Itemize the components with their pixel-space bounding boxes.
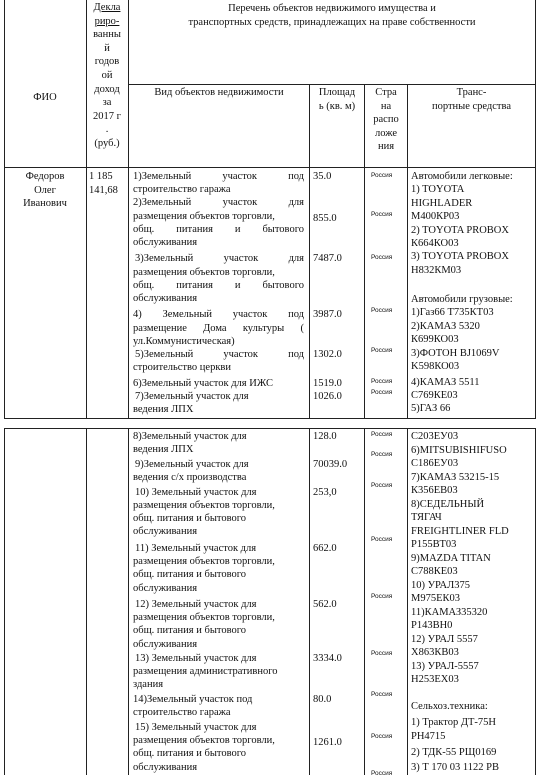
column-divider bbox=[407, 84, 408, 418]
area-value: 128.0 bbox=[313, 431, 337, 442]
header-divider bbox=[4, 167, 536, 168]
realty-item-line: 14)Земельный участок под bbox=[133, 694, 253, 705]
realty-item-line: 2)Земельный участок для bbox=[133, 197, 304, 209]
realty-item-line: обслуживания bbox=[133, 761, 198, 773]
realty-item-line: строительство гаража bbox=[133, 707, 231, 719]
realty-item-line: размещение Дома культуры ( bbox=[133, 322, 304, 334]
column-divider bbox=[309, 428, 310, 775]
area-value: 70039.0 bbox=[313, 458, 348, 470]
realty-item-line: 13) Земельный участок для bbox=[135, 653, 257, 664]
header-country: распо bbox=[373, 114, 399, 126]
transport-line: K598КО03 bbox=[411, 361, 460, 372]
transport-line: 2)КАМАЗ 5320 bbox=[411, 320, 480, 332]
transport-line: К664КО03 bbox=[411, 238, 459, 249]
realty-item-line: 8)Земельный участок для bbox=[133, 431, 247, 442]
transport-line: 4)КАМАЗ 5511 bbox=[411, 376, 480, 388]
column-divider bbox=[407, 428, 408, 775]
transport-line: 2) ТДК-55 РЩ0169 bbox=[411, 746, 497, 758]
header-income-line: . bbox=[105, 124, 109, 136]
realty-item-line: обслуживания bbox=[133, 237, 198, 248]
country-value: Россия bbox=[371, 172, 393, 179]
header-income-line: доход bbox=[94, 83, 120, 95]
country-value: Россия bbox=[371, 650, 393, 657]
column-divider bbox=[128, 428, 129, 775]
country-value: Россия bbox=[371, 770, 393, 777]
country-value: Россия bbox=[371, 254, 393, 261]
country-value: Россия bbox=[371, 389, 393, 396]
header-income-line: Декла bbox=[93, 2, 121, 13]
area-value: 3987.0 bbox=[313, 309, 342, 321]
transport-line: Автомобили легковые: bbox=[411, 171, 513, 182]
transport-line: Р155ВТ03 bbox=[411, 539, 457, 550]
realty-item-line: 1)Земельный участок под bbox=[133, 171, 304, 182]
country-value: Россия bbox=[371, 347, 393, 354]
person-income: 1 185 bbox=[89, 171, 113, 182]
transport-line: 8)СЕДЕЛЬНЫЙ bbox=[411, 498, 485, 510]
column-divider bbox=[86, 428, 87, 775]
table-border-right bbox=[535, 0, 536, 418]
transport-line: Сельхоз.техника: bbox=[411, 701, 488, 712]
realty-item-line: обслуживания bbox=[133, 638, 198, 650]
area-value: 80.0 bbox=[313, 694, 332, 705]
area-value: 1302.0 bbox=[313, 349, 342, 360]
transport-line: К356ЕВ03 bbox=[411, 485, 458, 496]
header-realty-type: Вид объектов недвижимости bbox=[154, 87, 284, 98]
country-value: Россия bbox=[371, 378, 393, 385]
transport-line: 1) TOYOTA bbox=[411, 184, 465, 196]
area-value: 662.0 bbox=[313, 543, 337, 554]
header-country: на bbox=[380, 100, 392, 112]
transport-line: HIGHLADER bbox=[411, 197, 473, 209]
realty-item-line: общ. питания и бытового bbox=[133, 748, 247, 760]
transport-line: С788КЕ03 bbox=[411, 566, 458, 577]
transport-line: Р143ВН0 bbox=[411, 620, 453, 631]
area-value: 3334.0 bbox=[313, 653, 342, 664]
transport-line: 2) TOYOTA PROBOX bbox=[411, 224, 509, 236]
transport-line: ТЯГАЧ bbox=[411, 512, 442, 523]
transport-line: К699КО03 bbox=[411, 334, 459, 346]
realty-item-line: общ. питания и бытового bbox=[133, 512, 247, 524]
person-name: Олег bbox=[34, 184, 56, 196]
realty-item-line: общ. питания и бытового bbox=[133, 625, 247, 637]
transport-line: Н253ЕХ03 bbox=[411, 674, 459, 685]
realty-item-line: ведения ЛПХ bbox=[133, 404, 194, 416]
table-border-left bbox=[4, 428, 5, 775]
person-income: 141,68 bbox=[89, 184, 118, 196]
transport-line: М975ЕК03 bbox=[411, 593, 461, 604]
realty-item-line: размещения объектов торговли, bbox=[133, 556, 275, 568]
realty-item-line: 9)Земельный участок для bbox=[135, 458, 249, 470]
transport-line: 3)ФОТОН BJ1069V bbox=[411, 347, 500, 359]
country-value: Россия bbox=[371, 536, 393, 543]
transport-line: Х863КВ03 bbox=[411, 647, 459, 658]
transport-line: 1) Трактор ДТ-75Н bbox=[411, 716, 496, 728]
transport-line: Н832КМ03 bbox=[411, 264, 462, 276]
country-value: Россия bbox=[371, 691, 393, 698]
transport-line: С186ЕУ03 bbox=[411, 458, 459, 469]
column-divider bbox=[309, 84, 310, 418]
area-value: 7487.0 bbox=[313, 253, 342, 265]
country-value: Россия bbox=[371, 451, 393, 458]
realty-item-line: обслуживания bbox=[133, 526, 198, 538]
country-value: Россия bbox=[371, 211, 393, 218]
country-value: Россия bbox=[371, 431, 393, 438]
transport-line: 12) УРАЛ 5557 bbox=[411, 633, 478, 645]
transport-line: M400КР03 bbox=[411, 211, 460, 223]
header-income-line: 2017 г bbox=[93, 110, 121, 122]
transport-line: 7)КАМАЗ 53215-15 bbox=[411, 471, 500, 483]
realty-item-line: 12) Земельный участок для bbox=[135, 599, 257, 610]
table-border-top bbox=[4, 428, 536, 429]
transport-line: С203ЕУ03 bbox=[411, 431, 459, 442]
transport-line: 11)КАМАЗ35320 bbox=[411, 606, 488, 618]
person-name: Федоров bbox=[25, 171, 65, 182]
realty-item-line: общ. питания и бытового bbox=[133, 279, 304, 291]
header-divider bbox=[128, 84, 536, 85]
header-country: ложе bbox=[374, 127, 397, 139]
table-border-right bbox=[535, 428, 536, 775]
realty-item-line: размещения объектов торговли, bbox=[133, 210, 275, 222]
realty-item-line: размещения объектов торговли, bbox=[133, 612, 275, 624]
transport-line: 6)MITSUBISHIFUSO bbox=[411, 444, 507, 456]
country-value: Россия bbox=[371, 593, 393, 600]
transport-line: 13) УРАЛ-5557 bbox=[411, 660, 479, 672]
realty-item-line: ведения ЛПХ bbox=[133, 444, 194, 456]
transport-line: РН4715 bbox=[411, 731, 446, 742]
column-divider bbox=[364, 428, 365, 775]
transport-line: С769КЕ03 bbox=[411, 389, 458, 401]
header-fio: ФИО bbox=[33, 92, 57, 103]
header-income-line: (руб.) bbox=[94, 138, 120, 149]
realty-item-line: 10) Земельный участок для bbox=[135, 486, 257, 498]
transport-line: 5)ГАЗ 66 bbox=[411, 403, 451, 415]
header-country: Стра bbox=[375, 87, 397, 98]
realty-item-line: здания bbox=[133, 679, 164, 691]
transport-line: FREIGHTLINER FLD bbox=[411, 525, 509, 537]
area-value: 253,0 bbox=[313, 486, 337, 498]
area-value: 855.0 bbox=[313, 213, 337, 224]
realty-item-line: размещения административного bbox=[133, 666, 278, 678]
header-area: ь (кв. м) bbox=[318, 100, 356, 112]
header-income-line: годов bbox=[94, 56, 120, 68]
header-property-title: Перечень объектов недвижимого имущества и bbox=[228, 3, 436, 14]
country-value: Россия bbox=[371, 482, 393, 489]
realty-item-line: 6)Земельный участок для ИЖС bbox=[133, 377, 273, 389]
realty-item-line: обслуживания bbox=[133, 582, 198, 594]
header-property-title: транспортных средств, принадлежащих на праве собственности bbox=[188, 16, 476, 28]
header-income-line: й bbox=[104, 42, 110, 54]
area-value: 1026.0 bbox=[313, 391, 342, 402]
transport-line: 9)MAZDA TITAN bbox=[411, 552, 491, 564]
column-divider bbox=[128, 0, 129, 418]
realty-item-line: размещения объектов торговли, bbox=[133, 266, 275, 278]
header-income-line: ванны bbox=[93, 29, 121, 41]
table-border-bottom bbox=[4, 418, 536, 419]
transport-line: 1)Газ66 Т735КТ03 bbox=[411, 307, 494, 319]
realty-item-line: 4) Земельный участок под bbox=[133, 309, 304, 321]
realty-item-line: 15) Земельный участок для bbox=[135, 722, 257, 733]
header-area: Площад bbox=[318, 87, 356, 98]
realty-item-line: ул.Коммунистическая) bbox=[133, 335, 235, 347]
realty-item-line: обслуживания bbox=[133, 293, 198, 304]
country-value: Россия bbox=[371, 307, 393, 314]
realty-item-line: 7)Земельный участок для bbox=[135, 391, 249, 402]
realty-item-line: ведения с/х производства bbox=[133, 471, 247, 483]
header-income-line: за bbox=[102, 97, 112, 109]
header-income-line: риро- bbox=[94, 15, 120, 27]
realty-item-line: 11) Земельный участок для bbox=[135, 543, 257, 554]
realty-item-line: размещения объектов торговли, bbox=[133, 735, 275, 747]
transport-line: Автомобили грузовые: bbox=[411, 294, 513, 305]
header-transport: Транс- bbox=[456, 87, 487, 98]
area-value: 1261.0 bbox=[313, 737, 342, 748]
header-country: ния bbox=[377, 141, 395, 153]
realty-item-line: 5)Земельный участок под bbox=[135, 349, 304, 360]
area-value: 1519.0 bbox=[313, 377, 342, 389]
realty-item-line: строительство гаража bbox=[133, 184, 231, 196]
area-value: 35.0 bbox=[313, 171, 332, 182]
realty-item-line: общ. питания и бытового bbox=[133, 569, 247, 581]
transport-line: 10) УРАЛ375 bbox=[411, 579, 471, 591]
header-income-line: ой bbox=[101, 70, 113, 81]
transport-line: 3) TOYOTA PROBOX bbox=[411, 251, 509, 263]
realty-item-line: общ. питания и бытового bbox=[133, 223, 304, 235]
realty-item-line: строительство церкви bbox=[133, 362, 231, 374]
transport-line: 3) Т 170 03 1122 РВ bbox=[411, 761, 499, 773]
area-value: 562.0 bbox=[313, 599, 337, 610]
realty-item-line: 3)Земельный участок для bbox=[135, 253, 304, 265]
header-transport: портные средства bbox=[431, 100, 512, 112]
country-value: Россия bbox=[371, 733, 393, 740]
person-name: Иванович bbox=[23, 198, 67, 210]
realty-item-line: размещения объектов торговли, bbox=[133, 499, 275, 511]
